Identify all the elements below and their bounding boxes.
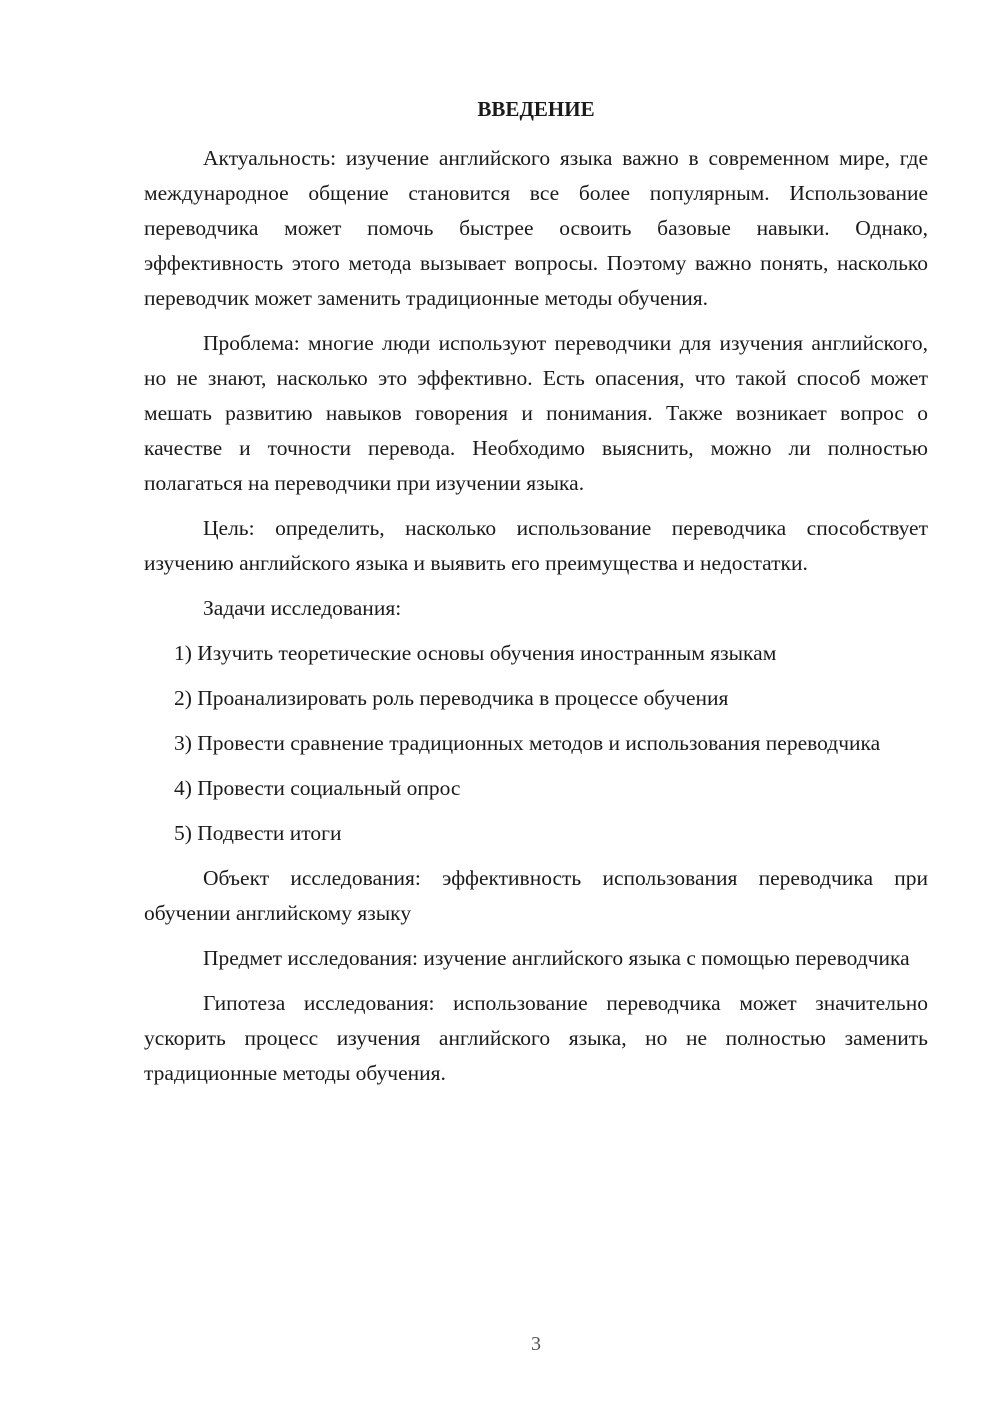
task-item: 3) Провести сравнение традиционных методов и использования переводчика: [174, 731, 881, 755]
task-item: 5) Подвести итоги: [174, 821, 342, 845]
goal-paragraph: Цель: определить, насколько использование переводчика способствует изучению английского языка и выявить его преимущества и недостатки.: [144, 516, 928, 575]
page-number: 3: [531, 1333, 541, 1355]
problem-paragraph: Проблема: многие люди используют переводчики для изучения английского, но не знают, насколько это эффективно. Есть опасения, что такой способ может мешать развитию навыков говорения и понимания. Также возникает вопрос о качестве и точности перевода. Необходимо выяснить, можно ли полностью полагаться на переводчики при изучении языка.: [144, 331, 928, 495]
tasks-heading: Задачи исследования:: [203, 596, 402, 620]
task-item: 4) Провести социальный опрос: [174, 776, 461, 800]
section-heading: ВВЕДЕНИЕ: [477, 97, 595, 121]
hypothesis-paragraph: Гипотеза исследования: использование переводчика может значительно ускорить процесс изучения английского языка, но не полностью заменить традиционные методы обучения.: [144, 991, 928, 1085]
subject-paragraph: Предмет исследования: изучение английского языка с помощью переводчика: [203, 946, 910, 970]
document-page: [144, 92, 928, 1101]
task-item: 1) Изучить теоретические основы обучения иностранным языкам: [174, 641, 777, 665]
relevance-paragraph: Актуальность: изучение английского языка важно в современном мире, где международное общение становится все более популярным. Использование переводчика может помочь быстрее освоить базовые навыки. Однако, эффективность этого метода вызывает вопросы. Поэтому важно понять, насколько переводчик может заменить традиционные методы обучения.: [144, 146, 928, 310]
task-item: 2) Проанализировать роль переводчика в процессе обучения: [174, 686, 729, 710]
object-paragraph: Объект исследования: эффективность использования переводчика при обучении английскому языку: [144, 866, 928, 925]
